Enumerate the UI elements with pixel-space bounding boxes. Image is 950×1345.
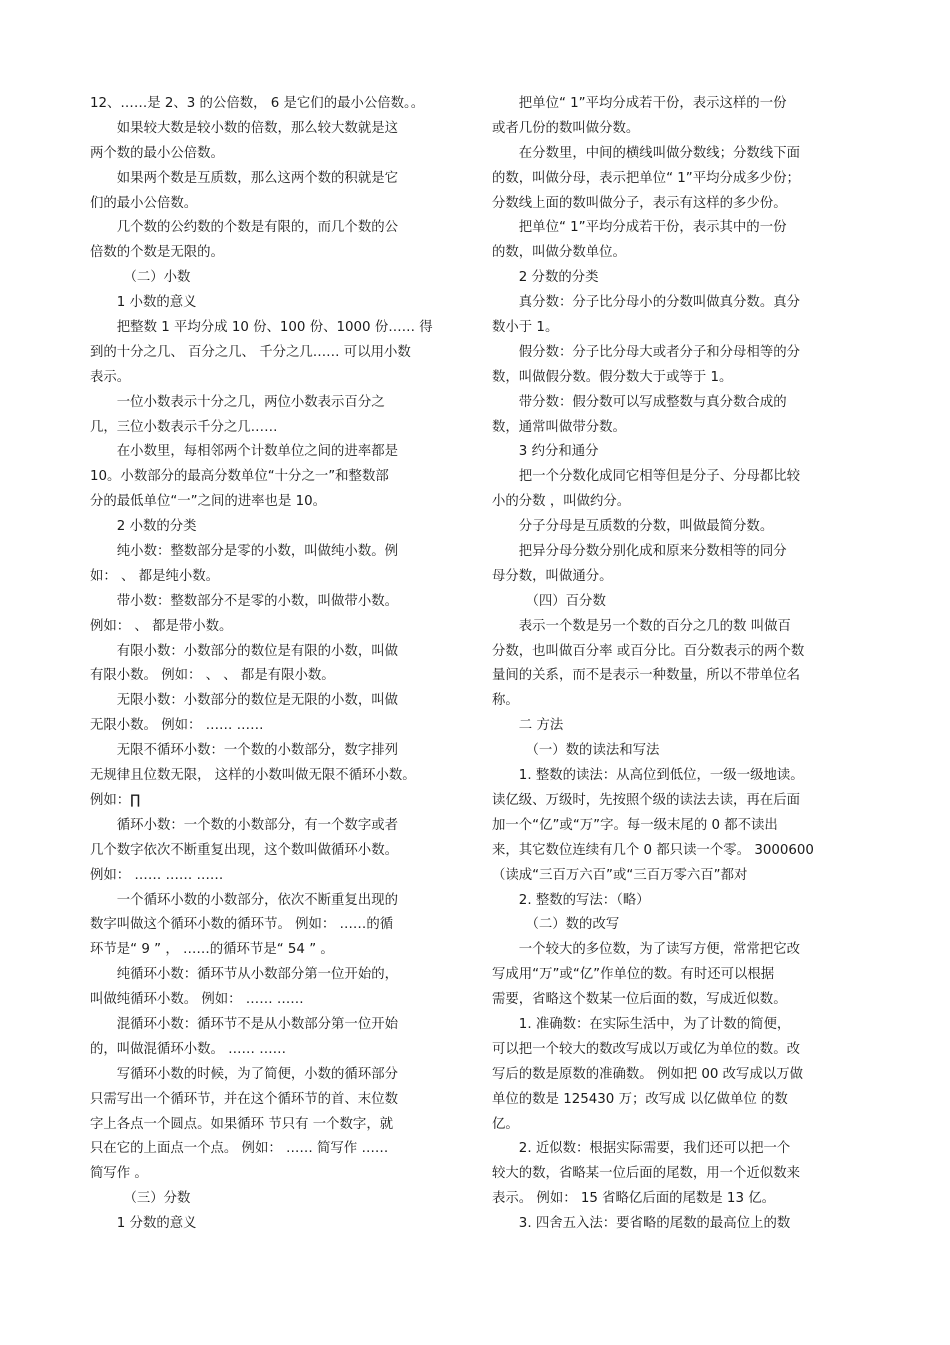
right-column-line: 分数，也叫做百分率 或百分比。百分数表示的两个数 [492,643,805,659]
right-column-line: 3 约分和通分 [518,444,599,460]
left-column-line: （三）分数 [123,1191,191,1207]
left-column-line: 如： 、 都是纯小数。 [90,568,220,584]
left-column-line: （二）小数 [123,270,191,286]
right-column-line: 小的分数 ，叫做约分。 [492,494,631,510]
left-column-line: 简写作 。 [90,1166,148,1182]
left-column-line: 例如： 、 都是带小数。 [90,618,233,634]
left-column-line: 2 小数的分类 [116,519,197,535]
right-column-line: 1. 整数的读法：从高位到低位，一级一级地读。 [518,768,804,784]
left-column-line: 们的最小公倍数。 [90,195,198,211]
right-column-line: 数小于 1。 [492,320,559,336]
left-column-line: 倍数的个数是无限的。 [90,245,224,261]
left-column-line: 写循环小数的时候，为了简便，小数的循环部分 [116,1066,398,1082]
left-column-line: 一位小数表示十分之几，两位小数表示百分之 [116,394,385,410]
right-column-line: 二 方法 [518,718,564,734]
left-column-line: 无限小数：小数部分的数位是无限的小数，叫做 [116,693,398,709]
left-column-line: 纯小数：整数部分是零的小数，叫做纯小数。例 [116,544,398,560]
left-column-line: 无限不循环小数：一个数的小数部分，数字排列 [116,743,398,759]
right-column-line: 带分数：假分数可以写成整数与真分数合成的 [518,394,787,410]
left-column-line: 只在它的上面点一个点。 例如： …… 简写作 …… [90,1141,389,1157]
right-column-line: 读亿级、万级时，先按照个级的读法去读，再在后面 [492,792,800,808]
right-column-line: 把单位“ 1”平均分成若干份，表示这样的一份 [518,96,787,111]
right-column-line: 需要，省略这个数某一位后面的数，写成近似数。 [492,992,787,1008]
left-column-line: 到的十分之几、 百分之几、 千分之几…… 可以用小数 [90,344,411,360]
right-column-line: 单位的数是 125430 万；改写成 以亿做单位 的数 [492,1091,788,1107]
left-column-line: 表示。 [90,369,131,385]
right-column-line: 数，叫做假分数。假分数大于或等于 1。 [492,369,733,385]
left-column-line: 数字叫做这个循环小数的循环节。 例如： ……的循 [90,917,394,933]
right-column-line: 来，其它数位连续有几个 0 都只读一个零。 3000600 [492,842,814,858]
right-column-line: 把一个分数化成同它相等但是分子、分母都比较 [518,469,800,485]
right-column-line: 2 分数的分类 [518,270,599,286]
left-column-line: 10。小数部分的最高分数单位“十分之一”和整数部 [90,469,389,485]
right-column-line: 把异分母分数分别化成和原来分数相等的同分 [518,544,787,560]
left-column-line: 循环小数：一个数的小数部分，有一个数字或者 [116,817,398,833]
right-column-line: 表示。 例如： 15 省略亿后面的尾数是 13 亿。 [492,1191,775,1207]
right-column-line: （读成“三百万六百”或“三百万零六百”都对 [492,867,748,883]
left-column-line: 混循环小数：循环节不是从小数部分第一位开始 [116,1016,398,1032]
left-column-line: 几，三位小数表示千分之几…… [90,419,278,435]
left-column-line: 的，叫做混循环小数。 …… …… [90,1041,286,1057]
right-column-line: 2. 近似数：根据实际需要，我们还可以把一个 [518,1141,791,1157]
right-column-line: 写成用“万”或“亿”作单位的数。有时还可以根据 [492,967,775,983]
left-column-line: 有限小数：小数部分的数位是有限的小数，叫做 [116,643,398,659]
right-column-line: 母分数，叫做通分。 [492,568,613,584]
left-column-line: 1 小数的意义 [116,295,197,311]
left-column-line: 例如： …… …… …… [90,867,224,883]
left-column-line: 两个数的最小公倍数。 [90,145,224,161]
right-column-line: 的数，叫做分母，表示把单位“ 1”平均分成多少份； [492,170,800,186]
left-column-line: 几个数的公约数的个数是有限的，而几个数的公 [116,220,398,236]
right-column-line: 数，通常叫做带分数。 [492,419,626,435]
left-column-line: 例如：∏ [90,792,141,808]
left-column-line: 如果较大数是较小数的倍数，那么较大数就是这 [116,120,398,136]
left-column-line: 环节是“ 9 ” ， ……的循环节是“ 54 ” 。 [90,942,334,958]
left-column-line: 无限小数。 例如： …… …… [90,718,264,734]
left-text-column [90,92,458,1237]
right-column-line: 可以把一个较大的数改写成以万或亿为单位的数。改 [492,1041,800,1057]
right-column-line: 或者几份的数叫做分数。 [492,120,640,136]
right-column-line: 称。 [492,693,519,709]
right-text-column [492,92,862,1237]
right-column-line: 表示一个数是另一个数的百分之几的数 叫做百 [518,618,791,634]
right-column-line: （一）数的读法和写法 [525,743,660,759]
left-column-line: 几个数字依次不断重复出现，这个数叫做循环小数。 [90,842,398,858]
right-column-line: 加一个“亿”或“万”字。每一级末尾的 0 都不读出 [492,817,778,833]
right-column-line: 把单位“ 1”平均分成若干份，表示其中的一份 [518,220,787,236]
left-column-line: 无规律且位数无限， 这样的小数叫做无限不循环小数。 [90,768,416,784]
right-column-line: 分子分母是互质数的分数，叫做最简分数。 [518,519,774,535]
right-column-line: 亿。 [492,1116,519,1132]
right-column-line: （四）百分数 [525,593,606,609]
left-column-line: 1 分数的意义 [116,1216,197,1232]
right-column-line: 分数线上面的数叫做分子，表示有这样的多少份。 [492,195,787,211]
right-column-line: 一个较大的多位数，为了读写方便，常常把它改 [518,942,800,958]
right-column-line: 真分数：分子比分母小的分数叫做真分数。真分 [518,295,800,311]
left-column-line: 字上各点一个圆点。如果循环 节只有 一个数字，就 [90,1116,394,1132]
left-column-line: 分的最低单位“一”之间的进率也是 10。 [90,494,327,510]
right-column-line: 2. 整数的写法：（略） [518,892,650,908]
right-column-line: 3. 四舍五入法：要省略的尾数的最高位上的数 [518,1216,791,1232]
left-column-line: 有限小数。 例如： 、 、 都是有限小数。 [90,668,335,684]
left-column-line: 只需写出一个循环节，并在这个循环节的首、末位数 [90,1091,398,1107]
left-column-line: 带小数：整数部分不是零的小数，叫做带小数。 [116,593,398,609]
left-column-line: 12、……是 2、3 的公倍数， 6 是它们的最小公倍数。。 [90,96,425,111]
right-column-line: 写后的数是原数的准确数。 例如把 00 改写成以万做 [492,1066,804,1082]
right-column-line: 1. 准确数：在实际生活中，为了计数的简便， [518,1016,791,1032]
left-column-line: 在小数里，每相邻两个计数单位之间的进率都是 [116,444,398,460]
right-column-line: 假分数：分子比分母大或者分子和分母相等的分 [518,344,800,360]
right-column-line: 在分数里，中间的横线叫做分数线；分数线下面 [518,145,800,161]
left-column-line: 叫做纯循环小数。 例如： …… …… [90,992,304,1008]
left-column-line: 一个循环小数的小数部分，依次不断重复出现的 [116,892,398,908]
left-column-line: 如果两个数是互质数，那么这两个数的积就是它 [116,170,398,186]
left-column-line: 纯循环小数：循环节从小数部分第一位开始的， [116,967,398,983]
left-column-line: 把整数 1 平均分成 10 份、100 份、1000 份…… 得 [116,320,433,336]
right-column-line: 量间的关系，而不是表示一种数量，所以不带单位名 [492,668,800,684]
right-column-line: （二）数的改写 [525,917,620,933]
right-column-line: 较大的数，省略某一位后面的尾数，用一个近似数来 [492,1166,800,1182]
right-column-line: 的数，叫做分数单位。 [492,245,626,261]
